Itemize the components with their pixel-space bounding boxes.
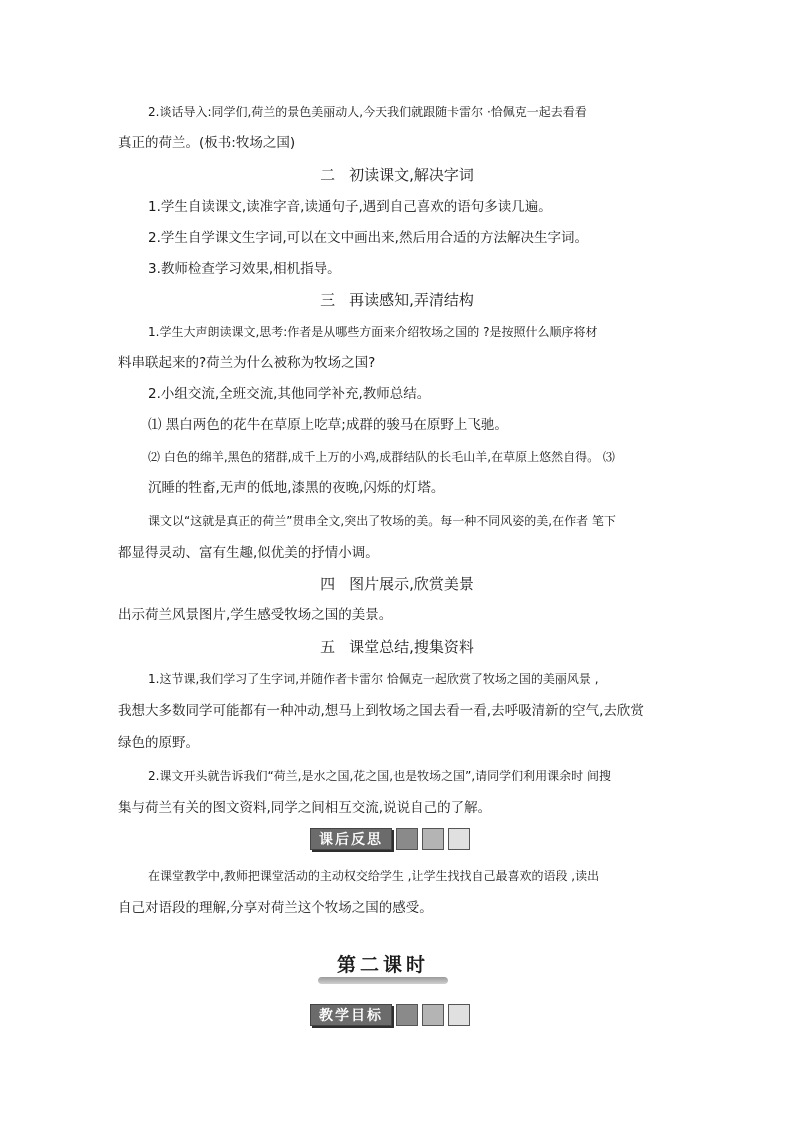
banner-block — [448, 828, 470, 850]
text-line: 1.学生自读课文,读准字音,读通句子,遇到自己喜欢的语句多读几遍。 — [148, 199, 552, 215]
section-heading-3 — [0, 289, 794, 311]
text-line: ⑴ 黑白两色的花牛在草原上吃草;成群的骏马在原野上飞驰。 — [148, 417, 508, 433]
section-title: 再读感知,弄清结构 — [349, 291, 474, 309]
text-line: 2.学生自学课文生字词,可以在文中画出来,然后用合适的方法解决生字词。 — [148, 230, 588, 246]
section-heading-5 — [0, 636, 794, 658]
text-line: 自己对语段的理解,分享对荷兰这个牧场之国的感受。 — [118, 900, 433, 916]
lesson-title-text: 第二课时 — [336, 954, 429, 976]
text-line: 真正的荷兰。(板书:牧场之国) — [118, 135, 296, 151]
text-line: 课文以“这就是真正的荷兰”贯串全文,突出了牧场的美。每一种不同风姿的美,在作者 笔下 — [148, 514, 616, 528]
text-line: 都显得灵动、富有生趣,似优美的抒情小调。 — [118, 545, 379, 561]
banner-block — [396, 828, 418, 850]
section-number: 二 — [320, 166, 336, 184]
section-number: 五 — [320, 638, 336, 656]
section-heading-4 — [0, 573, 794, 595]
banner-block — [396, 1004, 418, 1026]
text-line: 2.课文开头就告诉我们“荷兰,是水之国,花之国,也是牧场之国”,请同学们利用课余时 间搜 — [148, 769, 611, 783]
text-line: 2.谈话导入:同学们,荷兰的景色美丽动人,今天我们就跟随卡雷尔 ·恰佩克一起去看看 — [148, 105, 587, 119]
objectives-banner — [310, 1004, 470, 1026]
text-line: 1.这节课,我们学习了生字词,并随作者卡雷尔 恰佩克一起欣赏了牧场之国的美丽风景 , — [148, 672, 599, 686]
text-line: 料串联起来的?荷兰为什么被称为牧场之国? — [118, 355, 376, 371]
banner-block — [448, 1004, 470, 1026]
section-title: 图片展示,欣赏美景 — [349, 575, 474, 593]
text-line: 绿色的原野。 — [118, 735, 199, 751]
section-number: 三 — [320, 291, 336, 309]
banner-label: 课后反思 — [310, 828, 392, 850]
banner-label: 教学目标 — [310, 1004, 392, 1026]
lesson-title — [318, 952, 448, 984]
reflection-banner — [310, 828, 470, 850]
text-line: 1.学生大声朗读课文,思考:作者是从哪些方面来介绍牧场之国的 ?是按照什么顺序将材 — [148, 325, 598, 339]
section-title: 初读课文,解决字词 — [349, 166, 474, 184]
section-title: 课堂总结,搜集资料 — [349, 638, 474, 656]
section-heading-2 — [0, 164, 794, 186]
banner-block — [422, 828, 444, 850]
text-line: 沉睡的牲畜,无声的低地,漆黑的夜晚,闪烁的灯塔。 — [148, 480, 445, 496]
title-underline — [318, 977, 448, 984]
text-line: 我想大多数同学可能都有一种冲动,想马上到牧场之国去看一看,去呼吸清新的空气,去欣赏 — [118, 703, 644, 719]
text-line: 3.教师检查学习效果,相机指导。 — [148, 261, 341, 277]
text-line: ⑵ 白色的绵羊,黑色的猪群,成千上万的小鸡,成群结队的长毛山羊,在草原上悠然自得。 ⑶ — [148, 450, 615, 464]
text-line: 在课堂教学中,教师把课堂活动的主动权交给学生 ,让学生找找自己最喜欢的语段 ,读出 — [148, 869, 600, 883]
text-line: 集与荷兰有关的图文资料,同学之间相互交流,说说自己的了解。 — [118, 800, 492, 816]
text-line: 出示荷兰风景图片,学生感受牧场之国的美景。 — [118, 607, 393, 623]
banner-block — [422, 1004, 444, 1026]
section-number: 四 — [320, 575, 336, 593]
text-line: 2.小组交流,全班交流,其他同学补充,教师总结。 — [148, 386, 431, 402]
